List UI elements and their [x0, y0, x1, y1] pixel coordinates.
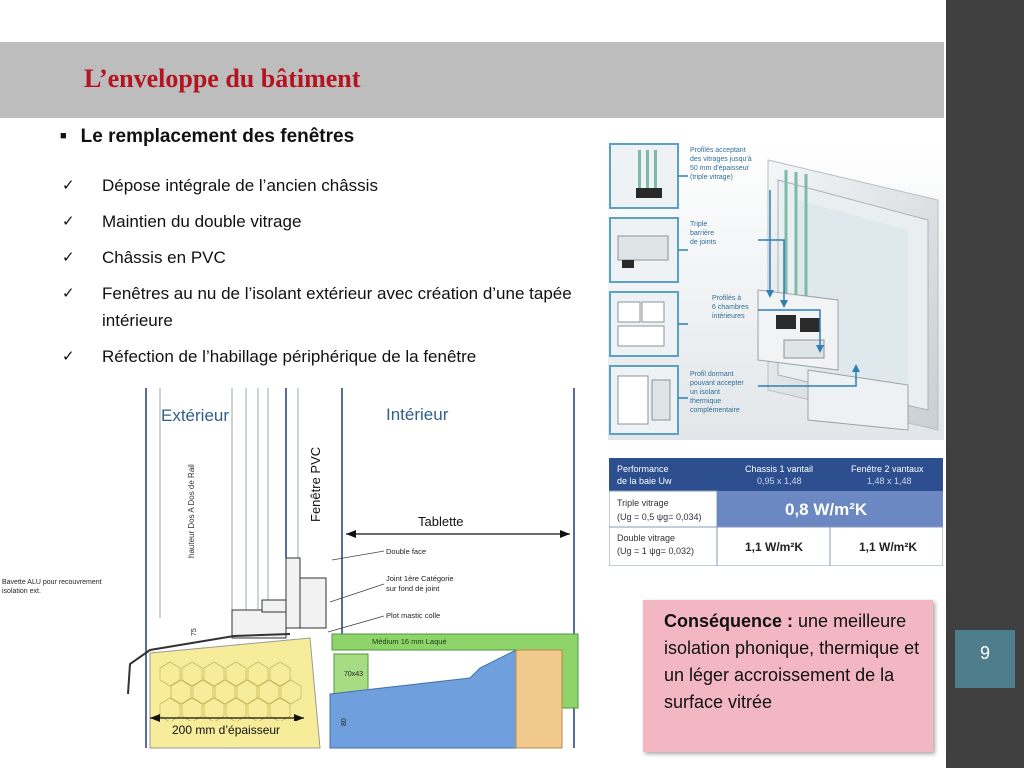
callout-4: Profil dormant [690, 371, 734, 378]
list-item [62, 208, 582, 235]
joint-label-1: Joint 1ère Catégorie [386, 574, 454, 583]
check-icon: ✓ [62, 249, 75, 266]
subtitle-text: Le remplacement des fenêtres [80, 126, 355, 147]
dim-75: 75 [191, 628, 198, 636]
list-item [62, 172, 582, 199]
window-cutaway-illustration [608, 140, 944, 440]
consequence-label: Conséquence : [664, 611, 794, 631]
subtitle [60, 126, 354, 148]
callout-2: Triple [690, 221, 708, 228]
list-item [62, 280, 582, 334]
checklist [62, 172, 582, 379]
page-number: 9 [979, 643, 990, 663]
profile-thumbnail [610, 144, 678, 208]
plot-label: Plot mastic colle [386, 611, 441, 620]
svg-text:Profilés à6 chambresintérieure: Profilés à 6 chambres intérieures [712, 295, 749, 320]
performance-table [609, 458, 943, 566]
check-icon: ✓ [62, 177, 75, 194]
perf-header-2: Chassis 1 vantail [745, 464, 814, 474]
dim-80: 80 [341, 718, 348, 726]
profile-thumbnail [610, 292, 678, 356]
perf-dim-2: 1,48 x 1,48 [867, 476, 912, 486]
svg-text:Profil dormantpouvant accepter: Profil dormant pouvant accepter un isolant thermique complémentaire [690, 371, 744, 414]
double-face-label: Double face [386, 547, 427, 556]
svg-text:Profilés acceptantdes vitrages: Profilés acceptant des vitrages jusqu'à 50 mm d'épaisseur (triple vitrage) [690, 147, 752, 181]
perf-row1-label: Triple vitrage [617, 498, 669, 508]
list-item-text: Maintien du double vitrage [102, 212, 302, 231]
shelf-label: Tablette [418, 514, 464, 529]
list-item-text: Châssis en PVC [102, 248, 226, 267]
thickness-label: 200 mm d’épaisseur [172, 723, 281, 737]
perf-header-1a: Performance [617, 464, 669, 474]
rail-height-label: hauteur Dos A Dos de Rail [187, 464, 196, 558]
pvc-frame-label: Fenêtre PVC [308, 446, 323, 522]
slide-title: L’enveloppe du bâtiment [84, 64, 361, 93]
perf-header-3: Fenêtre 2 vantaux [851, 464, 924, 474]
perf-row2-value-1: 1,1 W/m²K [745, 540, 804, 554]
perf-row2-sub: (Ug = 1 ψg= 0,032) [617, 546, 694, 556]
exterior-label: Extérieur [161, 406, 230, 425]
callout-1: Profilés acceptant [690, 147, 746, 154]
profile-thumbnail [610, 218, 678, 282]
list-item-text: Fenêtres au nu de l’isolant extérieur avec création d’une tapée intérieure [102, 284, 572, 330]
check-icon: ✓ [62, 348, 75, 365]
square-bullet-icon: ■ [60, 130, 67, 142]
perf-row1-sub: (Ug = 0,5 ψg= 0,034) [617, 512, 702, 522]
check-icon: ✓ [62, 285, 75, 302]
bavette-label-1: Bavette ALU pour recouvrement [2, 579, 102, 586]
perf-header-1b: de la baie Uw [617, 476, 672, 486]
window-section-drawing [0, 388, 590, 768]
check-icon: ✓ [62, 213, 75, 230]
perf-row2-label: Double vitrage [617, 533, 676, 543]
list-item-text: Dépose intégrale de l’ancien châssis [102, 176, 378, 195]
medium-label: Médium 16 mm Laqué [372, 637, 447, 646]
callout-3: Profilés à [712, 295, 742, 302]
perf-row2-value-2: 1,1 W/m²K [859, 540, 918, 554]
profile-thumbnail [610, 366, 678, 434]
interior-label: Intérieur [386, 405, 449, 424]
perf-dim-1: 0,95 x 1,48 [757, 476, 802, 486]
dim-70x43: 70x43 [344, 671, 364, 678]
svg-text:Triplebarrièrede joints: Triple barrière de joints [690, 221, 717, 246]
consequence-body: une meilleure isolation phonique, thermique et un léger accroissement de la surface vitrée [664, 611, 920, 712]
joint-label-2: sur fond de joint [386, 584, 440, 593]
list-item [62, 343, 582, 370]
consequence-text [664, 608, 920, 716]
perf-row1-value: 0,8 W/m²K [785, 500, 868, 519]
bavette-label-2: isolation ext. [2, 588, 41, 595]
list-item-text: Réfection de l’habillage périphérique de la fenêtre [102, 347, 477, 366]
list-item [62, 244, 582, 271]
